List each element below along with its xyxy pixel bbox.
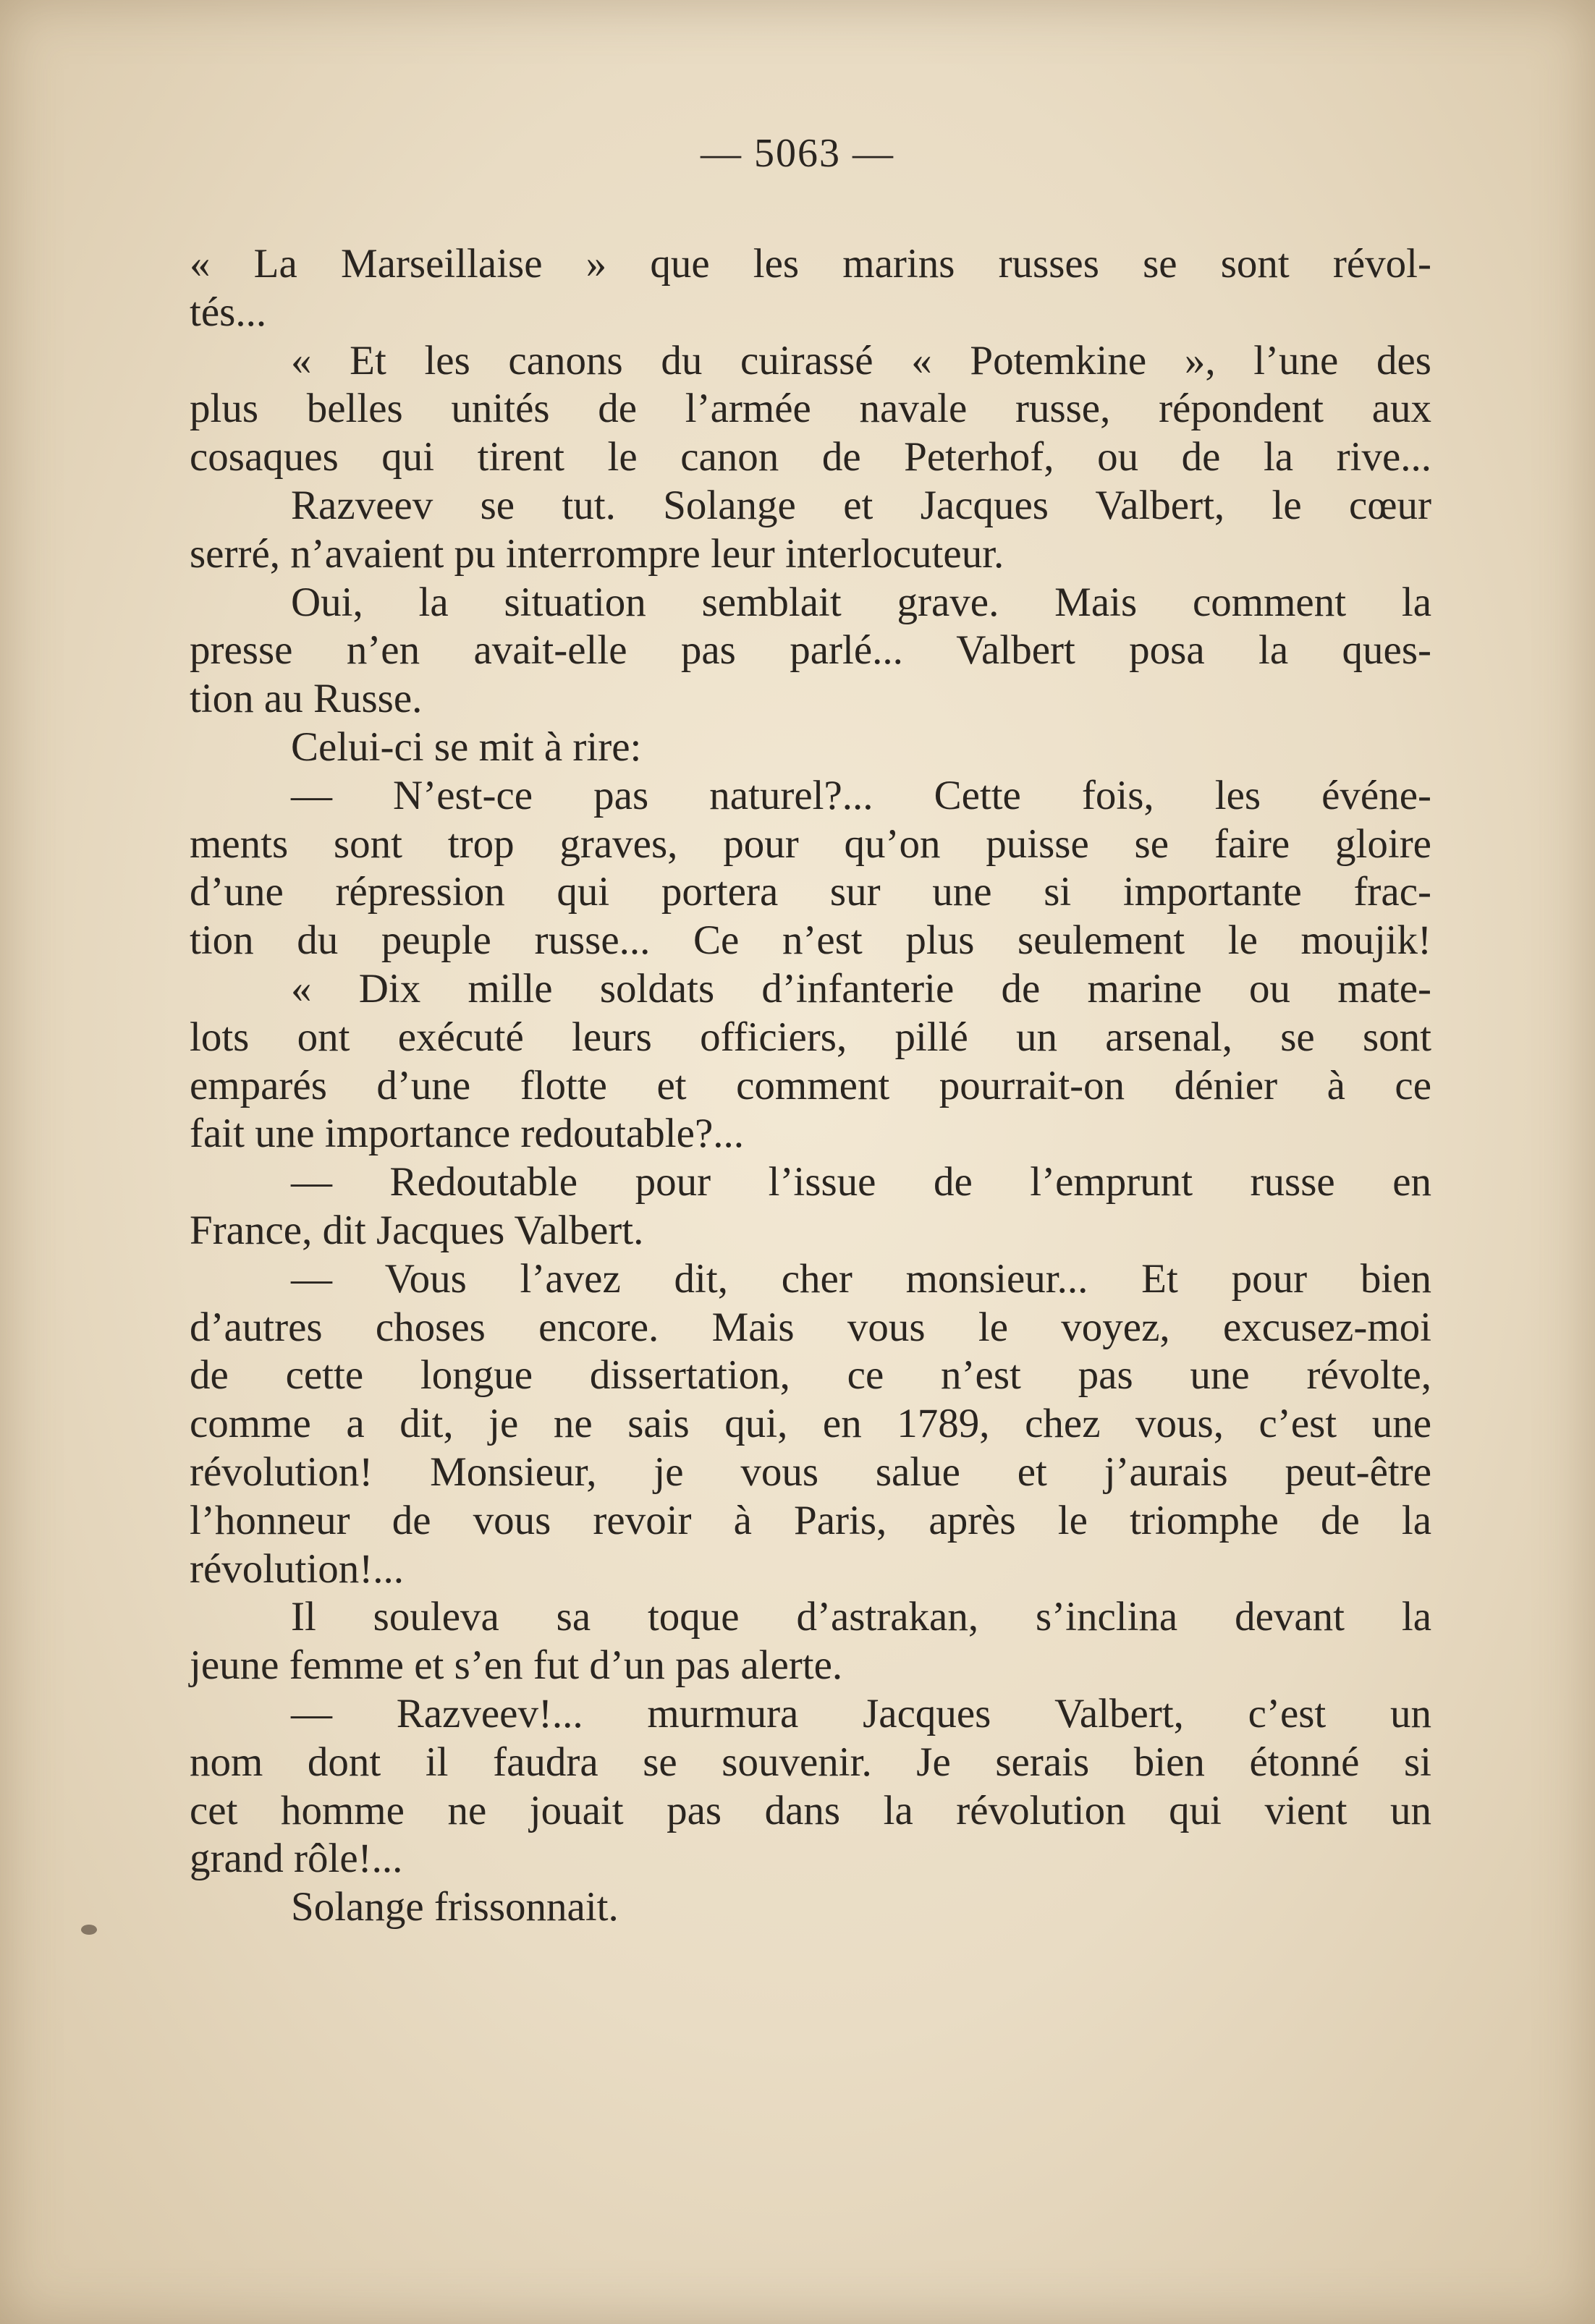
text-line: révolution! Monsieur, je vous salue et j’aurais peut-être [190, 1449, 1431, 1495]
text-line: Oui, la situation semblait grave. Mais comment la [291, 579, 1431, 625]
text-line: jeune femme et s’en fut d’un pas alerte. [190, 1642, 843, 1689]
text-line: ments sont trop graves, pour qu’on puisse se faire gloire [190, 820, 1431, 867]
text-line: — N’est-ce pas naturel?... Cette fois, les événe- [291, 772, 1431, 818]
ink-smudge [81, 1925, 97, 1935]
text-line: de cette longue dissertation, ce n’est pas une révolte, [190, 1352, 1431, 1399]
text-line: « La Marseillaise » que les marins russes se sont révol- [190, 241, 1431, 287]
body-text [190, 240, 1431, 1932]
text-line: d’une répression qui portera sur une si importante frac- [190, 869, 1431, 915]
text-line: nom dont il faudra se souvenir. Je serais bien étonné si [190, 1739, 1431, 1785]
text-line: — Redoutable pour l’issue de l’emprunt russe en [291, 1159, 1431, 1205]
text-line: Solange frissonnait. [291, 1884, 619, 1930]
text-line: d’autres choses encore. Mais vous le voyez, excusez-moi [190, 1304, 1431, 1350]
text-line: fait une importance redoutable?... [190, 1111, 744, 1157]
page-number-header: — 5063 — [701, 131, 894, 176]
text-line: lots ont exécuté leurs officiers, pillé un arsenal, se sont [190, 1014, 1431, 1060]
text-line: comme a dit, je ne sais qui, en 1789, chez vous, c’est une [190, 1401, 1431, 1447]
text-line: tion du peuple russe... Ce n’est plus seulement le moujik! [190, 917, 1431, 964]
text-line: France, dit Jacques Valbert. [190, 1207, 644, 1253]
text-line: tés... [190, 289, 267, 335]
text-line: « Dix mille soldats d’infanterie de marine ou mate- [291, 965, 1431, 1012]
text-line: plus belles unités de l’armée navale russe, répondent aux [190, 386, 1431, 432]
text-line: révolution!... [190, 1545, 405, 1592]
text-line: cet homme ne jouait pas dans la révolution qui vient un [190, 1787, 1431, 1833]
text-line: — Razveev!... murmura Jacques Valbert, c’est un [291, 1690, 1431, 1736]
text-line: cosaques qui tirent le canon de Peterhof, ou de la rive... [190, 434, 1431, 480]
text-line: l’honneur de vous revoir à Paris, après le triomphe de la [190, 1497, 1431, 1543]
text-line: serré, n’avaient pu interrompre leur interlocuteur. [190, 530, 1004, 577]
text-line: grand rôle!... [190, 1836, 403, 1882]
text-line: Celui-ci se mit à rire: [291, 724, 642, 770]
text-line: « Et les canons du cuirassé « Potemkine », l’une des [291, 337, 1431, 383]
text-line: Razveev se tut. Solange et Jacques Valbert, le cœur [291, 482, 1431, 528]
text-line: Il souleva sa toque d’astrakan, s’inclina devant la [291, 1594, 1431, 1640]
text-line: — Vous l’avez dit, cher monsieur... Et pour bien [291, 1255, 1431, 1302]
text-line: tion au Russe. [190, 676, 423, 722]
text-line: presse n’en avait-elle pas parlé... Valbert posa la ques- [190, 627, 1431, 674]
text-line: emparés d’une flotte et comment pourrait-on dénier à ce [190, 1062, 1431, 1108]
